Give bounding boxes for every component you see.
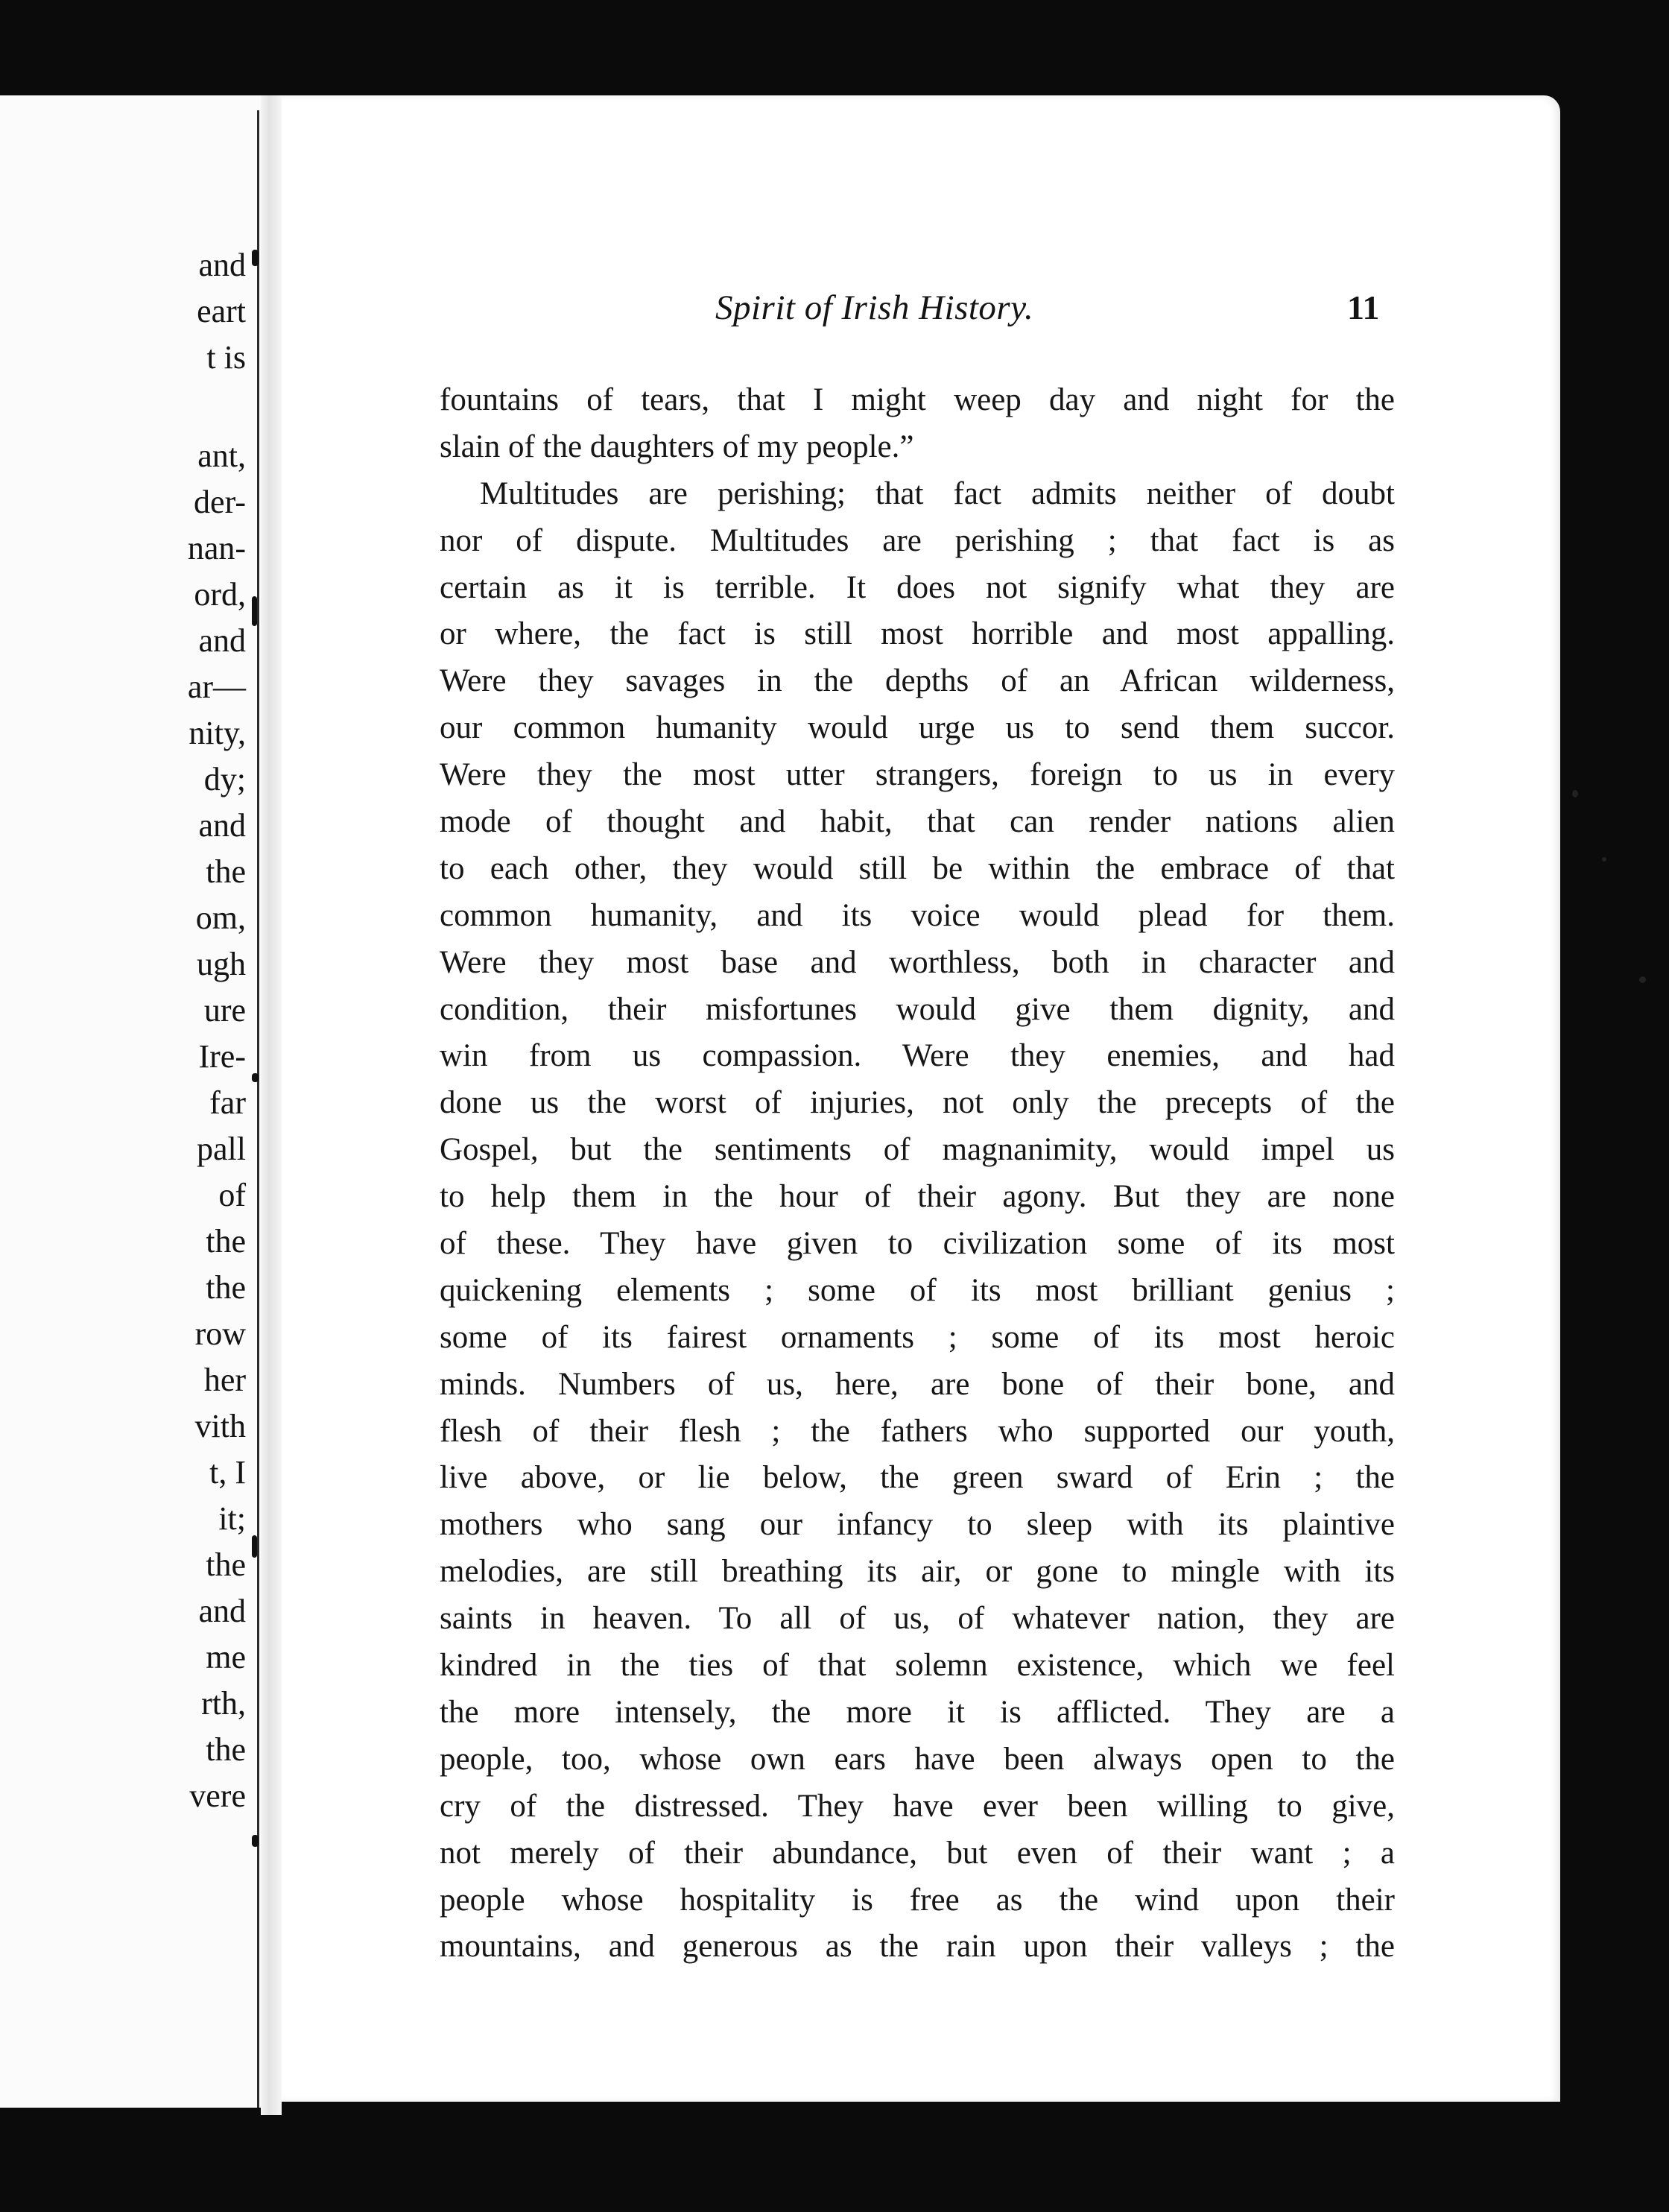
book-spine: [261, 95, 282, 2115]
left-page-fragment: pall: [197, 1131, 246, 1167]
text-line: of these. They have given to civilization some of its most: [440, 1226, 1395, 1262]
text-line: quickening elements ; some of its most brilliant genius ;: [440, 1272, 1395, 1308]
text-line: done us the worst of injuries, not only the precepts of the: [440, 1085, 1395, 1121]
text-line: common humanity, and its voice would plead for them.: [440, 897, 1395, 933]
spine-speck: [252, 250, 259, 266]
text-line: Were they savages in the depths of an African wilderness,: [440, 663, 1395, 699]
left-page-fragment: far: [209, 1084, 246, 1121]
page-number: 11: [1347, 288, 1380, 326]
left-page-fragment: der-: [194, 484, 246, 520]
text-line: mode of thought and habit, that can render nations alien: [440, 804, 1395, 840]
text-line: Gospel, but the sentiments of magnanimity, would impel us: [440, 1132, 1395, 1168]
text-line: to each other, they would still be within the embrace of that: [440, 850, 1395, 886]
spine-speck: [252, 1073, 259, 1082]
text-line: fountains of tears, that I might weep day and night for the: [440, 382, 1395, 417]
text-line: nor of dispute. Multitudes are perishing ; that fact is as: [440, 522, 1395, 558]
left-page-fragment: the: [206, 1546, 246, 1583]
left-page-fragment: me: [206, 1639, 246, 1675]
left-page-fragment: ord,: [194, 576, 246, 613]
left-page-fragment: Ire-: [198, 1038, 246, 1075]
left-page-fragment: and: [198, 1593, 246, 1629]
left-page-fragment: the: [206, 853, 246, 890]
text-line: live above, or lie below, the green sward of Erin ; the: [440, 1460, 1395, 1496]
text-line: Were they most base and worthless, both in character and: [440, 944, 1395, 980]
text-line: win from us compassion. Were they enemies, and had: [440, 1038, 1395, 1074]
left-page-fragment: ure: [203, 992, 246, 1028]
text-line: melodies, are still breathing its air, or gone to mingle with its: [440, 1554, 1395, 1590]
left-page-fragment: vere: [189, 1777, 246, 1814]
text-line: cry of the distressed. They have ever been willing to give,: [440, 1788, 1395, 1824]
text-line: condition, their misfortunes would give them dignity, and: [440, 991, 1395, 1027]
text-line: flesh of their flesh ; the fathers who supported our youth,: [440, 1413, 1395, 1449]
left-page-gutter: [257, 110, 259, 2108]
left-page-fragment: dy;: [203, 761, 246, 797]
spine-speck: [252, 1535, 257, 1558]
left-page-fragment: eart: [197, 293, 246, 329]
left-facing-page: [0, 95, 261, 2108]
scan-speck: [1602, 857, 1606, 862]
scan-speck: [1639, 976, 1646, 983]
left-page-fragment: vith: [194, 1408, 246, 1444]
left-page-fragment: ar—: [187, 669, 246, 705]
text-line: kindred in the ties of that solemn existence, which we feel: [440, 1648, 1395, 1684]
left-page-fragment: her: [203, 1362, 246, 1398]
text-line: slain of the daughters of my people.”: [440, 429, 914, 464]
text-line: saints in heaven. To all of us, of whatever nation, they are: [440, 1601, 1395, 1637]
spine-speck: [252, 1835, 259, 1847]
spine-speck: [252, 596, 257, 626]
left-page-fragment: nity,: [189, 715, 246, 751]
text-line: or where, the fact is still most horrible and most appalling.: [440, 616, 1395, 652]
text-line: people whose hospitality is free as the wind upon their: [440, 1882, 1395, 1918]
left-page-fragment: and: [198, 622, 246, 659]
left-page-fragment: t, I: [209, 1454, 246, 1491]
left-page-fragment: rth,: [201, 1685, 246, 1722]
text-line: Multitudes are perishing; that fact admits neither of doubt: [480, 475, 1395, 511]
left-page-fragment: the: [206, 1731, 246, 1768]
left-page-fragment: and: [198, 247, 246, 283]
left-page-fragment: of: [218, 1177, 246, 1213]
left-page-fragment: row: [194, 1315, 246, 1352]
text-line: the more intensely, the more it is afflicted. They are a: [440, 1694, 1395, 1730]
text-line: Were they the most utter strangers, foreign to us in every: [440, 757, 1395, 793]
left-page-fragment: om,: [195, 900, 246, 936]
text-line: not merely of their abundance, but even of their want ; a: [440, 1835, 1395, 1871]
left-page-fragment: ant,: [197, 437, 246, 474]
left-page-fragment: the: [206, 1269, 246, 1306]
body-text: [440, 377, 1395, 1971]
left-page-fragment: the: [206, 1223, 246, 1260]
text-line: some of its fairest ornaments ; some of its most heroic: [440, 1319, 1395, 1355]
left-page-fragment: t is: [206, 339, 246, 376]
running-title: Spirit of Irish History.: [715, 288, 1034, 327]
text-line: our common humanity would urge us to send them succor.: [440, 710, 1395, 746]
text-line: mountains, and generous as the rain upon their valleys ; the: [440, 1929, 1395, 1965]
text-line: to help them in the hour of their agony. But they are none: [440, 1179, 1395, 1215]
scan-speck: [1572, 790, 1578, 797]
text-line: mothers who sang our infancy to sleep with its plaintive: [440, 1507, 1395, 1543]
text-line: people, too, whose own ears have been always open to the: [440, 1741, 1395, 1777]
left-page-fragment: it;: [218, 1500, 246, 1537]
right-page: [282, 95, 1560, 2102]
text-line: minds. Numbers of us, here, are bone of their bone, and: [440, 1366, 1395, 1402]
left-page-fragment: and: [198, 807, 246, 844]
text-line: certain as it is terrible. It does not signify what they are: [440, 569, 1395, 605]
left-page-fragment: nan-: [187, 530, 246, 566]
left-page-fragment: ugh: [197, 946, 246, 982]
page-header: [282, 288, 1560, 340]
